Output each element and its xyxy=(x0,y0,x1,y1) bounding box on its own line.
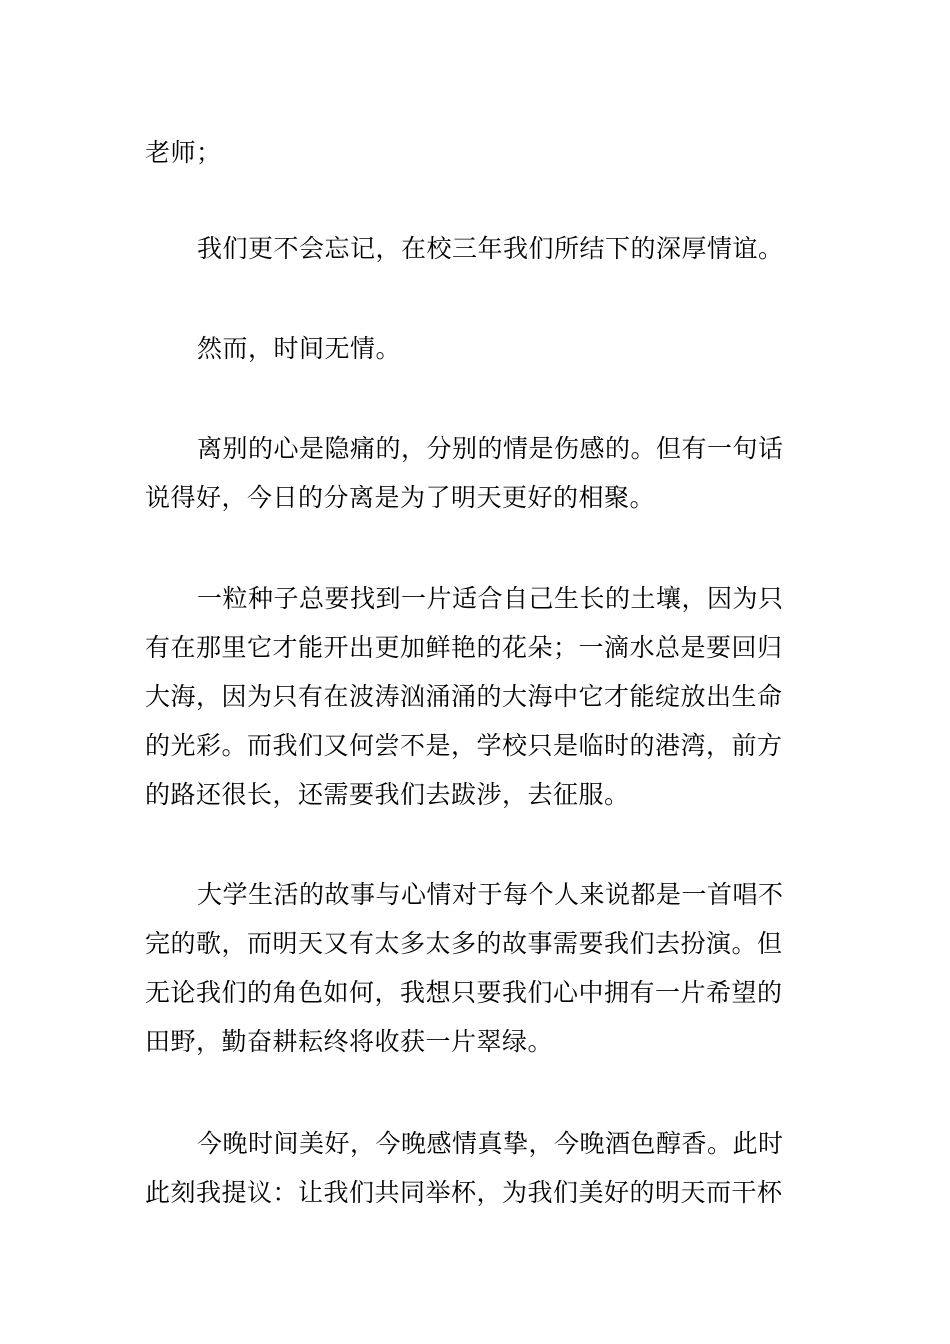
paragraph-4 xyxy=(145,424,807,522)
paragraph-7 xyxy=(145,1119,807,1217)
paragraph-line: 今晚时间美好，今晚感情真挚，今晚酒色醇香。此时 xyxy=(197,1129,784,1158)
paragraph-line: 老师； xyxy=(145,138,222,167)
paragraph-5 xyxy=(145,574,807,819)
paragraph-3 xyxy=(145,324,807,373)
paragraph-1 xyxy=(145,128,807,177)
paragraph-line: 此刻我提议：让我们共同举杯，为我们美好的明天而干杯 xyxy=(145,1178,783,1207)
paragraph-6 xyxy=(145,870,807,1066)
paragraph-line: 田野，勤奋耕耘终将收获一片翠绿。 xyxy=(145,1027,554,1056)
paragraph-line: 的光彩。而我们又何尝不是，学校只是临时的港湾，前方 xyxy=(145,731,783,760)
paragraph-line: 离别的心是隐痛的，分别的情是伤感的。但有一句话 xyxy=(197,434,784,463)
paragraph-line: 然而，时间无情。 xyxy=(197,334,402,363)
paragraph-2 xyxy=(145,224,807,273)
paragraph-line: 一粒种子总要找到一片适合自己生长的土壤，因为只 xyxy=(197,584,784,613)
paragraph-line: 大海，因为只有在波涛汹涌涌的大海中它才能绽放出生命 xyxy=(145,682,783,711)
paragraph-line: 有在那里它才能开出更加鲜艳的花朵；一滴水总是要回归 xyxy=(145,633,783,662)
paragraph-line: 完的歌，而明天又有太多太多的故事需要我们去扮演。但 xyxy=(145,929,783,958)
paragraph-line: 的路还很长，还需要我们去跋涉，去征服。 xyxy=(145,780,630,809)
paragraph-line: 我们更不会忘记，在校三年我们所结下的深厚情谊。 xyxy=(197,234,784,263)
paragraph-line: 说得好，今日的分离是为了明天更好的相聚。 xyxy=(145,483,656,512)
paragraph-line: 大学生活的故事与心情对于每个人来说都是一首唱不 xyxy=(197,880,784,909)
paragraph-line: 无论我们的角色如何，我想只要我们心中拥有一片希望的 xyxy=(145,978,783,1007)
